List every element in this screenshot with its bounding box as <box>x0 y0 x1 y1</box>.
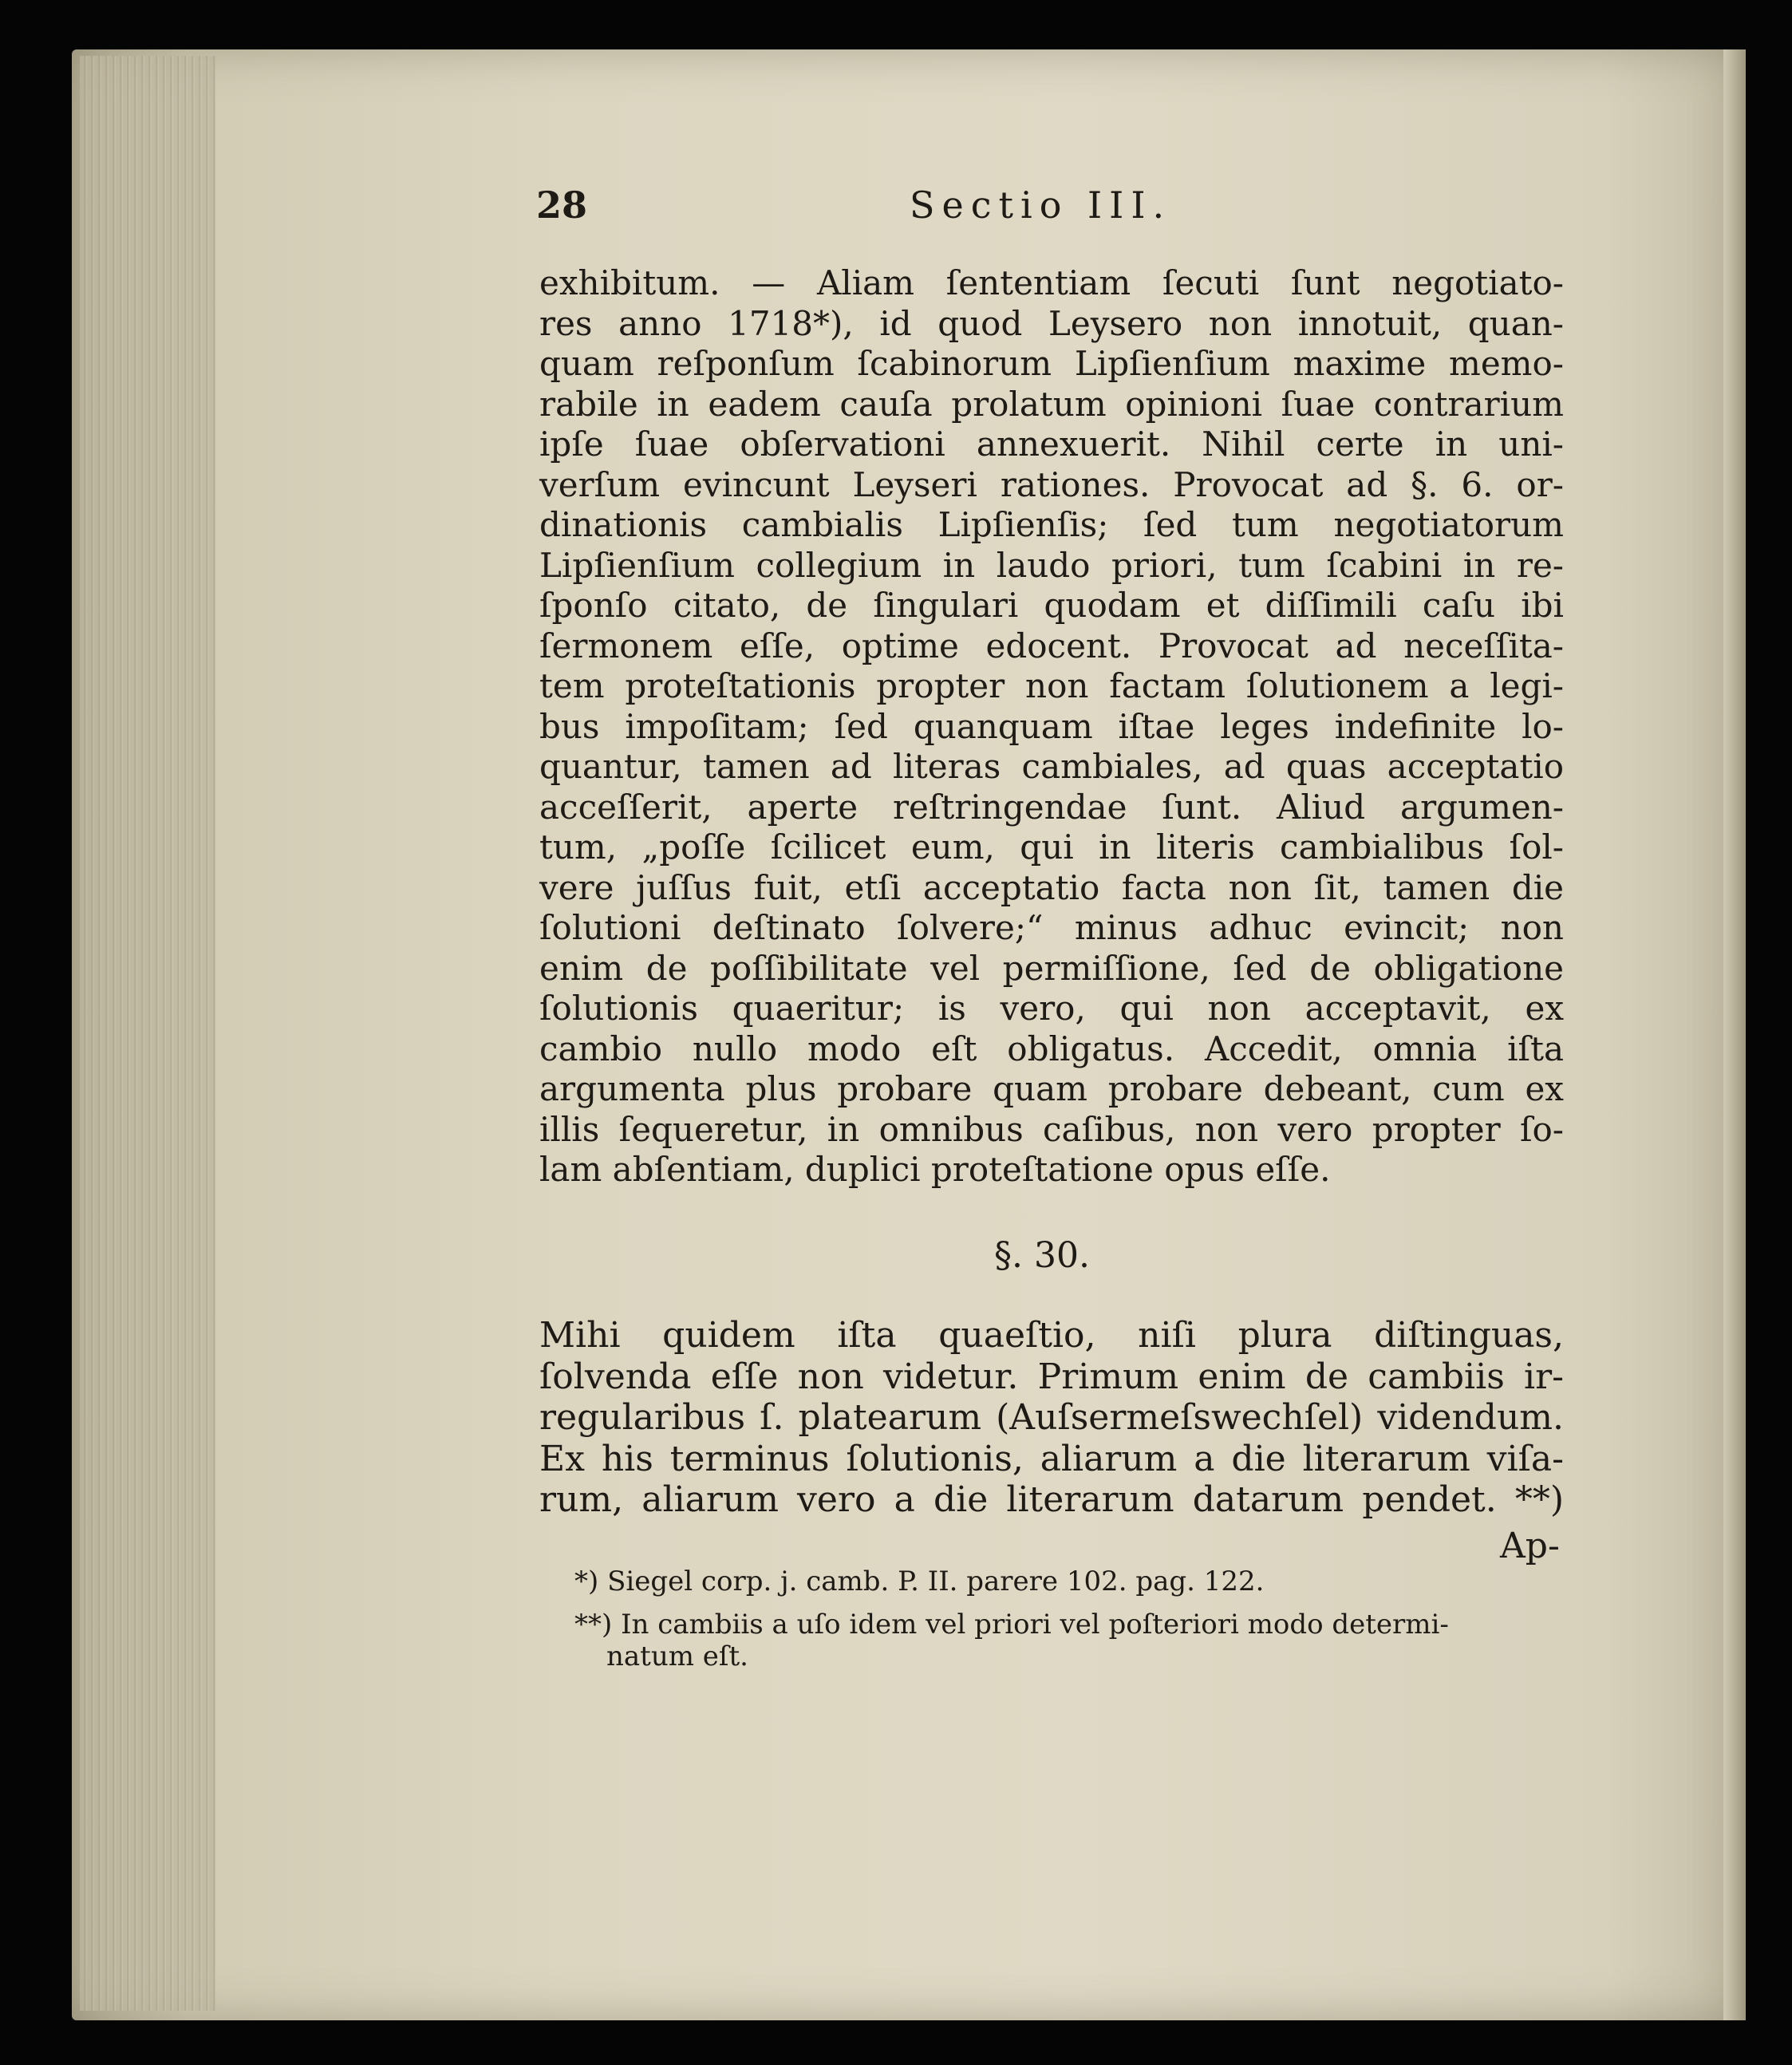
footnote-1: *) Siegel corp. j. camb. P. II. parere 102. pag. 122. <box>574 1566 1265 1597</box>
text-line: acceſſerit, aperte reſtringendae ſunt. Aliud argumen- <box>539 787 1564 827</box>
page-right-edge <box>1723 49 1746 2020</box>
text-line: res anno 1718*), id quod Leysero non innotuit, quan- <box>539 303 1564 343</box>
text-line: enim de poſſibilitate vel permiſſione, ſed de obligatione <box>539 948 1564 988</box>
text-line: rum, aliarum vero a die literarum datarum pendet. **) <box>539 1479 1564 1520</box>
text-line: ipſe ſuae obſervationi annexuerit. Nihil certe in uni- <box>539 424 1564 464</box>
text-line: Ex his terminus ſolutionis, aliarum a die literarum viſa- <box>539 1438 1564 1479</box>
catchword: Ap- <box>1500 1526 1560 1566</box>
text-line: argumenta plus probare quam probare debeant, cum ex <box>539 1069 1564 1108</box>
text-line: ſermonem eſſe, optime edocent. Provocat ad neceſſita- <box>539 626 1564 665</box>
page-number: 28 <box>536 184 588 227</box>
text-line: vere juſſus fuit, etſi acceptatio facta non ſit, tamen die <box>539 867 1564 907</box>
running-head: Sectio III. <box>910 184 1172 227</box>
text-line: ſolutioni deſtinato ſolvere;“ minus adhuc evincit; non <box>539 908 1564 947</box>
text-line: lam abſentiam, duplici proteſtatione opus eſſe. <box>539 1150 1331 1189</box>
footnote-2: **) In cambiis a uſo idem vel priori vel poſteriori modo determi- <box>574 1609 1449 1641</box>
footnote-2-continuation: natum eſt. <box>606 1641 748 1672</box>
text-line: dinationis cambialis Lipſienſis; ſed tum negotiatorum <box>539 505 1564 544</box>
text-line: tem proteſtationis propter non factam ſolutionem a legi- <box>539 666 1564 705</box>
text-line: illis ſequeretur, in omnibus caſibus, non vero propter ſo- <box>539 1109 1564 1149</box>
page-edges <box>80 56 215 2011</box>
text-line: Mihi quidem iſta quaeſtio, niſi plura diſtinguas, <box>539 1315 1564 1356</box>
text-line: Lipſienſium collegium in laudo priori, tum ſcabini in re- <box>539 545 1564 585</box>
text-line: ſponſo citato, de ſingulari quodam et diſſimili caſu ibi <box>539 586 1564 625</box>
text-line: ſolutionis quaeritur; is vero, qui non acceptavit, ex <box>539 989 1564 1028</box>
text-line: quantur, tamen ad literas cambiales, ad quas acceptatio <box>539 747 1564 786</box>
text-line: tum, „poſſe ſcilicet eum, qui in literis cambialibus ſol- <box>539 827 1564 867</box>
text-line: regularibus ſ. platearum (Auſsermeſswechſel) videndum. <box>539 1397 1564 1438</box>
text-line: ſolvenda eſſe non videtur. Primum enim de cambiis ir- <box>539 1356 1564 1397</box>
text-line: bus impoſitam; ſed quanquam iſtae leges indefinite lo- <box>539 706 1564 746</box>
text-line: cambio nullo modo eſt obligatus. Accedit, omnia iſta <box>539 1029 1564 1068</box>
text-line: quam reſponſum ſcabinorum Lipſienſium maxime memo- <box>539 344 1564 383</box>
text-line: exhibitum. — Aliam ſententiam ſecuti ſunt negotiato- <box>539 263 1564 302</box>
text-line: verſum evincunt Leyseri rationes. Provocat ad §. 6. or- <box>539 464 1564 504</box>
text-line: rabile in eadem cauſa prolatum opinioni ſuae contrarium <box>539 384 1564 424</box>
section-heading: §. 30. <box>994 1235 1090 1276</box>
